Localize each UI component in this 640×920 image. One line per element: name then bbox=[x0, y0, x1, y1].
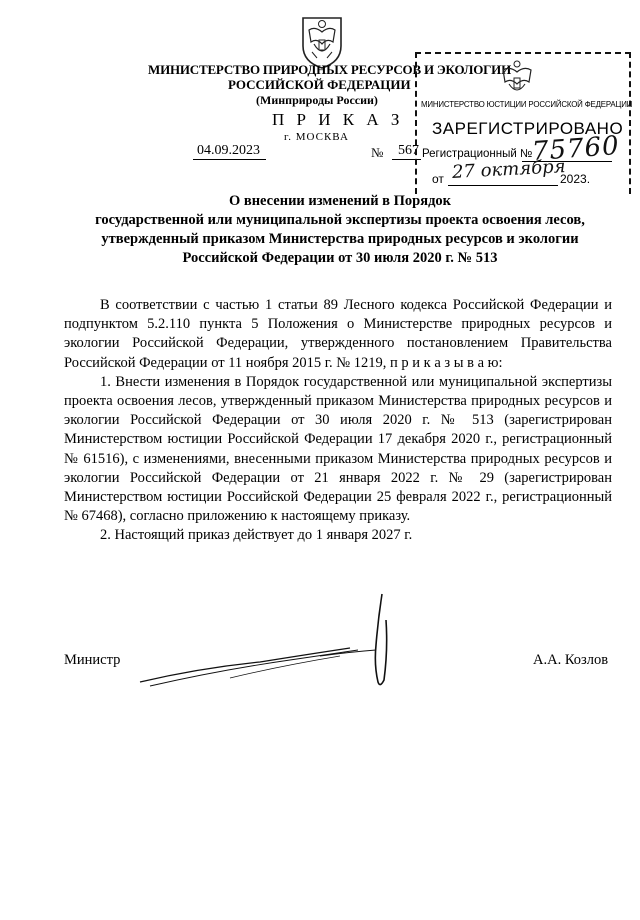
ministry-short-name: (Минприроды России) bbox=[256, 93, 378, 107]
document-type: П Р И К А З bbox=[272, 110, 404, 129]
stamp-date-underline bbox=[448, 185, 558, 186]
item-1-paragraph: 1. Внести изменения в Порядок государственной или муниципальной экспертизы проекта освоения лесов, утвержденный приказом Министерства природных ресурсов и экологии Российской Федерации от 30 июля 2020 г. № 513 (зарегистрирован Министерством юстиции Российской Федерации 17 декабря 2020 г., регистрационный № 61516), с изменениями, внесенными приказом Министерства природных ресурсов и экологии Российской Федерации от 21 января 2022 г. № 29 (зарегистрирован Министерством юстиции Российской Федерации 25 февраля 2022 г., регистрационный № 67468), согласно приложению к настоящему приказу. bbox=[64, 373, 612, 525]
stamp-reg-number: 75760 bbox=[531, 130, 621, 168]
stamp-ministry-name: МИНИСТЕРСТВО ЮСТИЦИИ РОССИЙСКОЙ ФЕДЕРАЦИИ bbox=[421, 99, 633, 109]
handwritten-signature bbox=[110, 590, 430, 700]
stamp-date: 27 октября bbox=[451, 156, 567, 183]
item-2-paragraph: 2. Настоящий приказ действует до 1 января 2027 г. bbox=[100, 527, 413, 544]
preamble-paragraph: В соответствии с частью 1 статьи 89 Лесного кодекса Российской Федерации и подпунктом 5.2.110 пункта 5 Положения о Министерстве природных ресурсов и экологии Российской Федерации, утвержденного постановлением Правительства Российской Федерации от 11 ноября 2015 г. № 1219, п р и к а з ы в а ю: bbox=[64, 297, 612, 371]
stamp-registered-label: ЗАРЕГИСТРИРОВАНО bbox=[432, 119, 624, 138]
stamp-reg-number-label: Регистрационный № bbox=[422, 148, 533, 160]
title-line: О внесении изменений в Порядок bbox=[228, 193, 452, 209]
document-city: г. МОСКВА bbox=[284, 131, 349, 143]
document-date: 04.09.2023 bbox=[193, 143, 266, 160]
stamp-date-label: от bbox=[432, 172, 444, 186]
document-number: 567 bbox=[392, 143, 421, 160]
ministry-name-line1: МИНИСТЕРСТВО ПРИРОДНЫХ РЕСУРСОВ И ЭКОЛОГИИ bbox=[148, 62, 512, 77]
stamp-coat-of-arms-icon bbox=[497, 58, 537, 98]
signer-name: А.А. Козлов bbox=[533, 652, 609, 668]
title-line: Российской Федерации от 30 июля 2020 г. № 513 bbox=[182, 250, 498, 266]
signer-position: Министр bbox=[64, 652, 121, 668]
title-line: утвержденный приказом Министерства природных ресурсов и экологии bbox=[101, 231, 579, 247]
document-title bbox=[60, 192, 620, 268]
ministry-name-line2: РОССИЙСКОЙ ФЕДЕРАЦИИ bbox=[228, 77, 411, 92]
document-number-label: № bbox=[371, 145, 384, 160]
document-body bbox=[64, 296, 612, 546]
stamp-year: 2023. bbox=[560, 172, 591, 186]
title-line: государственной или муниципальной экспертизы проекта освоения лесов, bbox=[95, 212, 585, 228]
